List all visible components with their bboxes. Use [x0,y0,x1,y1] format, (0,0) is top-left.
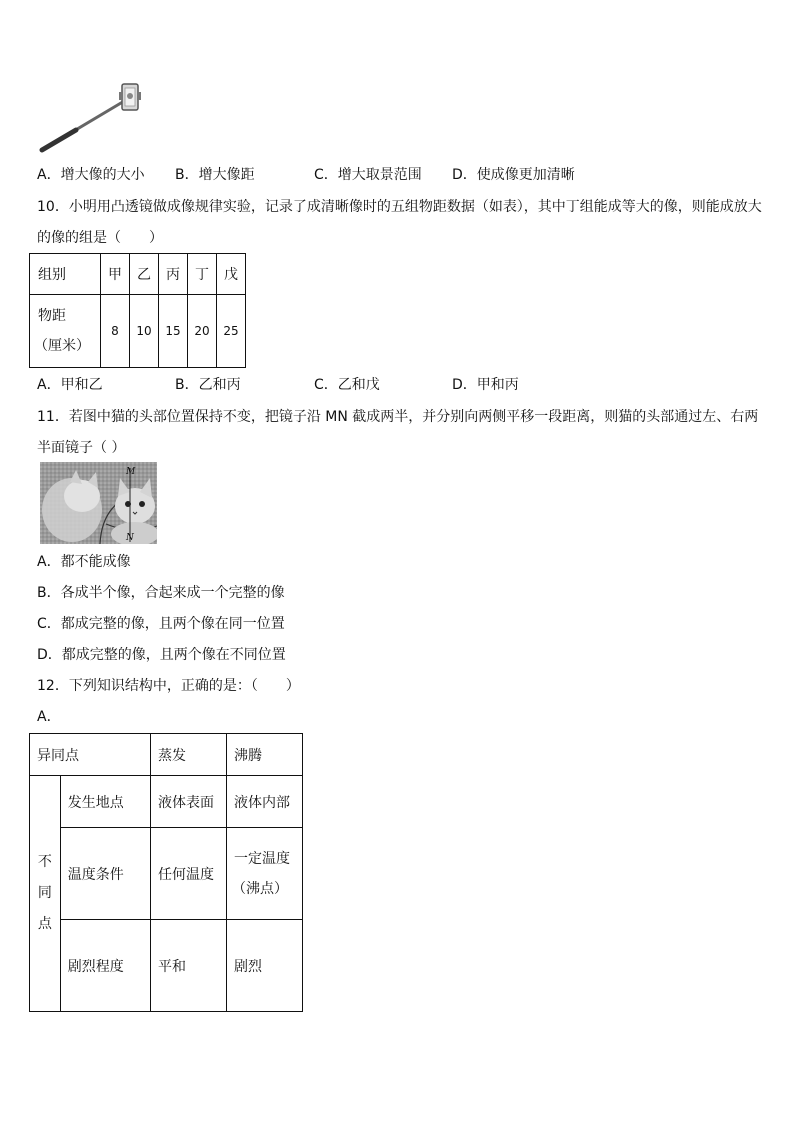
table-corner: 异同点 [30,734,151,776]
q10-option-b: B．乙和丙 [175,377,241,393]
q9-option-a: A．增大像的大小 [37,167,145,183]
mirror-label-m: M [126,467,136,477]
table-group-jia: 甲 [101,254,130,295]
mirror-label-n: N [126,533,134,543]
q12-evaporation-boiling-table [29,733,303,1012]
table-cell-line2: （沸点） [232,880,288,897]
table-cell: 液体表面 [151,776,227,828]
q12-stem: 12．下列知识结构中，正确的是：（ ） [37,678,300,694]
side-label-char-3: 点 [37,916,52,932]
table-group-yi: 乙 [130,254,159,295]
table-group-bing: 丙 [159,254,188,295]
q10-option-c: C．乙和戊 [314,377,380,393]
q9-option-d: D．使成像更加清晰 [452,167,575,183]
q9-option-b: B．增大像距 [175,167,255,183]
q10-stem-line1: 10．小明用凸透镜做成像规律实验，记录了成清晰像时的五组物距数据（如表），其中丁组能成等大的像，则能成放大 [37,199,762,215]
table-value-wu: 25 [217,295,246,368]
table-value-jia: 8 [101,295,130,368]
q11-option-c: C．都成完整的像，且两个像在同一位置 [37,616,285,632]
side-label-char-1: 不 [37,854,52,870]
table-cell: 平和 [151,920,227,1012]
table-row-label-line1: 物距 [38,308,66,324]
q10-stem-line2: 的像的组是（ ） [37,230,163,246]
table-cell: 任何温度 [151,828,227,920]
side-label-char-2: 同 [37,885,52,901]
table-col-evaporation: 蒸发 [151,734,227,776]
q11-option-b: B．各成半个像，合起来成一个完整的像 [37,585,285,601]
selfie-stick-figure [36,78,154,156]
table-side-label [30,776,61,1012]
q10-object-distance-table [29,253,246,368]
q10-option-d: D．甲和丙 [452,377,519,393]
table-header-label: 组别 [30,254,101,295]
table-value-ding: 20 [188,295,217,368]
table-row-label: 温度条件 [60,828,150,920]
q9-option-c: C．增大取景范围 [314,167,422,183]
table-cell [227,828,303,920]
table-value-yi: 10 [130,295,159,368]
table-row-label [30,295,101,368]
table-row-label-line2: （厘米） [34,338,90,354]
q11-stem-line2: 半面镜子（ ） [37,440,126,456]
table-row-label: 剧烈程度 [60,920,150,1012]
table-cell-line1: 一定温度 [234,850,290,867]
table-col-boiling: 沸腾 [227,734,303,776]
table-value-bing: 15 [159,295,188,368]
q10-option-a: A．甲和乙 [37,377,103,393]
table-cell: 液体内部 [227,776,303,828]
table-group-ding: 丁 [188,254,217,295]
q12-option-a-label: A． [37,709,61,725]
q11-option-d: D．都成完整的像，且两个像在不同位置 [37,647,286,663]
table-row-label: 发生地点 [60,776,150,828]
table-group-wu: 戊 [217,254,246,295]
q11-option-a: A．都不能成像 [37,554,131,570]
q11-stem-line1: 11．若图中猫的头部位置保持不变，把镜子沿 MN 截成两半，并分别向两侧平移一段距离，则猫的头部通过左、右两 [37,409,759,425]
table-cell: 剧烈 [227,920,303,1012]
cat-mirror-figure [40,462,157,544]
